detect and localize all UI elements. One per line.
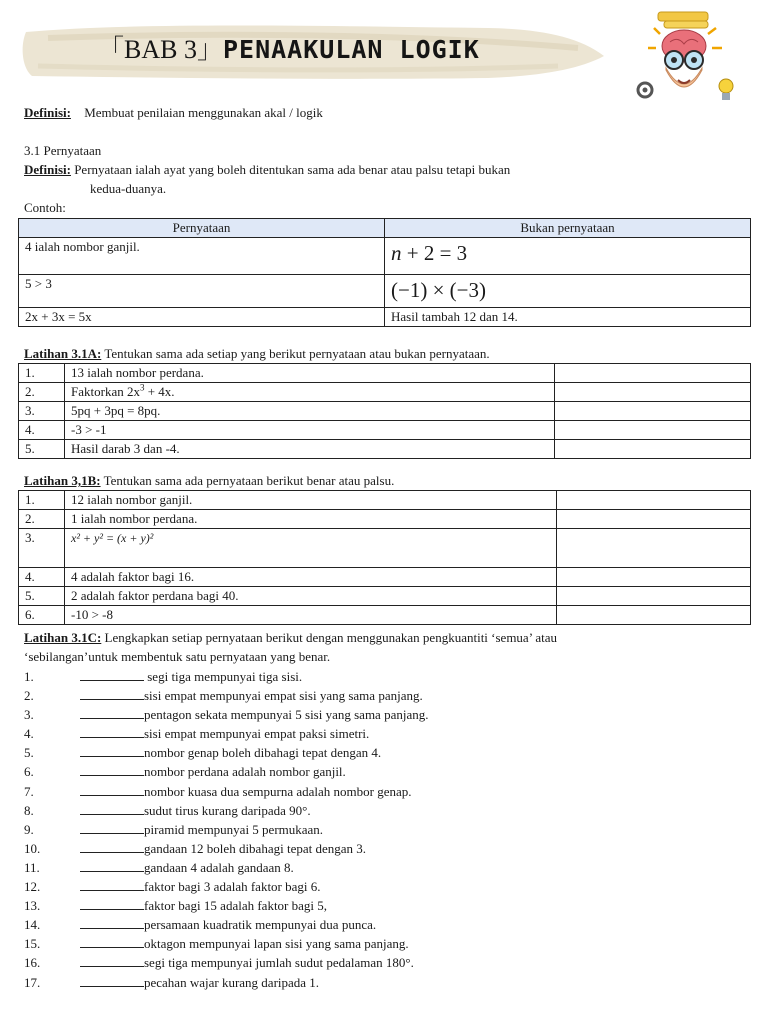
table-row: [19, 529, 751, 568]
item-number: 17.: [24, 974, 41, 990]
item-number: 12.: [24, 879, 41, 895]
answer-cell[interactable]: [555, 421, 751, 440]
table-cell: 4 ialah nombor ganjil.: [19, 238, 385, 275]
answer-blank[interactable]: [80, 860, 144, 872]
row-text: -10 > -8: [65, 606, 557, 625]
column-header: Bukan pernyataan: [385, 219, 751, 238]
exponent: 3: [139, 382, 145, 393]
list-item: [24, 915, 428, 934]
item-number: 6.: [24, 764, 34, 780]
table-row: [19, 587, 751, 606]
item-number: 15.: [24, 936, 41, 952]
row-number: 5.: [19, 587, 65, 606]
item-text: segi tiga mempunyai jumlah sudut pedalaman 180°.: [144, 955, 414, 971]
item-text: pecahan wajar kurang daripada 1.: [144, 974, 320, 990]
row-number: 4.: [19, 568, 65, 587]
table-cell: 5 > 3: [19, 275, 385, 308]
list-item: [24, 839, 428, 858]
exercise-a-instruction: Tentukan sama ada setiap yang berikut pernyataan atau bukan pernyataan.: [104, 346, 490, 361]
item-number: 11.: [24, 859, 40, 875]
list-item: [24, 667, 428, 686]
exercise-b-table: [18, 490, 751, 625]
exercise-b-label: Latihan 3,1B:: [24, 473, 101, 488]
item-text: oktagon mempunyai lapan sisi yang sama panjang.: [144, 936, 409, 952]
item-text: faktor bagi 15 adalah faktor bagi 5,: [144, 898, 328, 914]
item-text: pentagon sekata mempunyai 5 sisi yang sama panjang.: [144, 707, 429, 723]
exercise-a-table: [18, 363, 751, 459]
answer-cell[interactable]: [557, 491, 751, 510]
item-text: nombor perdana adalah nombor ganjil.: [144, 764, 346, 780]
item-text: segi tiga mempunyai tiga sisi.: [144, 669, 303, 684]
row-number: 3.: [19, 402, 65, 421]
item-text: nombor genap boleh dibahagi tepat dengan 4.: [144, 745, 382, 761]
row-text: 5pq + 3pq = 8pq.: [65, 402, 555, 421]
section-title: 3.1 Pernyataan: [24, 143, 102, 158]
list-item: [24, 953, 428, 972]
item-text: faktor bagi 3 adalah faktor bagi 6.: [144, 879, 321, 895]
answer-cell[interactable]: [557, 587, 751, 606]
answer-blank[interactable]: [80, 917, 144, 929]
list-item: [24, 973, 428, 992]
answer-cell[interactable]: [555, 402, 751, 421]
list-item: [24, 934, 428, 953]
main-definition: [24, 104, 323, 122]
answer-cell[interactable]: [555, 440, 751, 459]
item-text: persamaan kuadratik mempunyai dua punca.: [144, 917, 377, 933]
table-row: [19, 491, 751, 510]
chapter-number: 「BAB 3」: [98, 35, 223, 64]
exercise-c-heading: [24, 628, 744, 647]
table-cell: 2x + 3x = 5x: [19, 308, 385, 327]
row-number: 5.: [19, 440, 65, 459]
answer-blank[interactable]: [80, 936, 144, 948]
column-header: Pernyataan: [19, 219, 385, 238]
row-text: 1 ialah nombor perdana.: [65, 510, 557, 529]
statement-definition-text: Pernyataan ialah ayat yang boleh ditentukan sama ada benar atau palsu tetapi bukan: [74, 162, 511, 177]
table-row: [19, 383, 751, 402]
list-item: [24, 743, 428, 762]
answer-cell[interactable]: [557, 529, 751, 568]
exercise-b-heading: [24, 472, 394, 490]
item-number: 4.: [24, 726, 34, 742]
list-item: [24, 782, 428, 801]
answer-cell[interactable]: [557, 606, 751, 625]
list-item: [24, 877, 428, 896]
table-row: [19, 510, 751, 529]
exercise-c-label: Latihan 3.1C:: [24, 630, 102, 645]
answer-blank[interactable]: [80, 707, 144, 719]
list-item: [24, 762, 428, 781]
list-item: [24, 801, 428, 820]
row-text: Hasil darab 3 dan -4.: [65, 440, 555, 459]
table-row: [19, 402, 751, 421]
answer-blank[interactable]: [80, 669, 144, 681]
row-number: 1.: [19, 491, 65, 510]
row-text: -3 > -1: [65, 421, 555, 440]
row-number: 2.: [19, 510, 65, 529]
answer-blank[interactable]: [80, 879, 144, 891]
item-number: 8.: [24, 802, 34, 818]
answer-cell[interactable]: [555, 383, 751, 402]
table-row: [19, 364, 751, 383]
row-equation: x² + y² = (x + y)²: [65, 529, 557, 568]
item-text: sudut tirus kurang daripada 90°.: [144, 802, 311, 818]
row-text-part: + 4x.: [144, 384, 175, 399]
item-number: 1.: [24, 669, 34, 684]
definition-label: Definisi:: [24, 105, 71, 120]
item-text: piramid mempunyai 5 permukaan.: [144, 821, 324, 837]
item-number: 3.: [24, 707, 34, 723]
chapter-banner: [18, 18, 608, 82]
exercise-a-label: Latihan 3.1A:: [24, 346, 102, 361]
exercise-c-list: [24, 667, 428, 992]
math-expression-cell: n + 2 = 3: [385, 238, 751, 275]
answer-cell[interactable]: [555, 364, 751, 383]
item-text: gandaan 12 boleh dibahagi tepat dengan 3.: [144, 840, 367, 856]
answer-blank[interactable]: [80, 822, 144, 834]
row-number: 1.: [19, 364, 65, 383]
statement-definition-cont: kedua-duanya.: [90, 181, 167, 196]
example-table: [18, 218, 751, 327]
row-text: [65, 383, 555, 402]
answer-blank[interactable]: [80, 898, 144, 910]
item-number: 13.: [24, 898, 41, 914]
answer-blank[interactable]: [80, 803, 144, 815]
chapter-topic: PENAAKULAN LOGIK: [222, 35, 480, 64]
chapter-title: [98, 34, 480, 66]
thinking-student-illustration: [634, 8, 738, 110]
item-number: 7.: [24, 783, 34, 799]
answer-blank[interactable]: [80, 975, 144, 987]
definition-text: Membuat penilaian menggunakan akal / logik: [84, 105, 323, 120]
answer-blank[interactable]: [80, 745, 144, 757]
answer-blank[interactable]: [80, 955, 144, 967]
item-number: 2.: [24, 688, 34, 704]
table-row: [19, 440, 751, 459]
list-item: [24, 705, 428, 724]
statement-definition-label: Definisi:: [24, 162, 71, 177]
exercise-a-heading: [24, 345, 490, 363]
row-number: 6.: [19, 606, 65, 625]
row-text: 13 ialah nombor perdana.: [65, 364, 555, 383]
row-text-part: Faktorkan 2x: [71, 384, 140, 399]
list-item: [24, 820, 428, 839]
row-number: 2.: [19, 383, 65, 402]
answer-blank[interactable]: [80, 784, 144, 796]
list-item: [24, 896, 428, 915]
item-number: 14.: [24, 917, 41, 933]
row-text: 4 adalah faktor bagi 16.: [65, 568, 557, 587]
example-label: Contoh:: [24, 200, 66, 215]
table-row: [19, 568, 751, 587]
math-expression-cell: (−1) × (−3): [385, 275, 751, 308]
exercise-c-instruction-cont: ‘sebilangan’untuk membentuk satu pernyataan yang benar.: [24, 649, 331, 664]
item-text: nombor kuasa dua sempurna adalah nombor genap.: [144, 783, 412, 799]
table-row: [19, 606, 751, 625]
item-number: 16.: [24, 955, 41, 971]
item-number: 10.: [24, 840, 41, 856]
list-item: [24, 724, 428, 743]
item-text: gandaan 4 adalah gandaan 8.: [144, 859, 294, 875]
item-number: 9.: [24, 821, 34, 837]
answer-blank[interactable]: [80, 764, 144, 776]
item-text: sisi empat mempunyai empat paksi simetri.: [144, 726, 370, 742]
item-number: 5.: [24, 745, 34, 761]
list-item: [24, 686, 428, 705]
answer-cell[interactable]: [557, 510, 751, 529]
item-text: sisi empat mempunyai empat sisi yang sama panjang.: [144, 688, 423, 704]
table-row: [19, 421, 751, 440]
row-number: 3.: [19, 529, 65, 568]
row-text: 2 adalah faktor perdana bagi 40.: [65, 587, 557, 606]
answer-blank[interactable]: [80, 726, 144, 738]
statement-definition: [24, 161, 510, 179]
exercise-b-instruction: Tentukan sama ada pernyataan berikut benar atau palsu.: [103, 473, 395, 488]
answer-cell[interactable]: [557, 568, 751, 587]
row-text: 12 ialah nombor ganjil.: [65, 491, 557, 510]
answer-blank[interactable]: [80, 841, 144, 853]
exercise-c-instruction: Lengkapkan setiap pernyataan berikut dengan menggunakan pengkuantiti ‘semua’ atau: [104, 630, 557, 645]
table-cell: Hasil tambah 12 dan 14.: [385, 308, 751, 327]
answer-blank[interactable]: [80, 688, 144, 700]
row-number: 4.: [19, 421, 65, 440]
list-item: [24, 858, 428, 877]
